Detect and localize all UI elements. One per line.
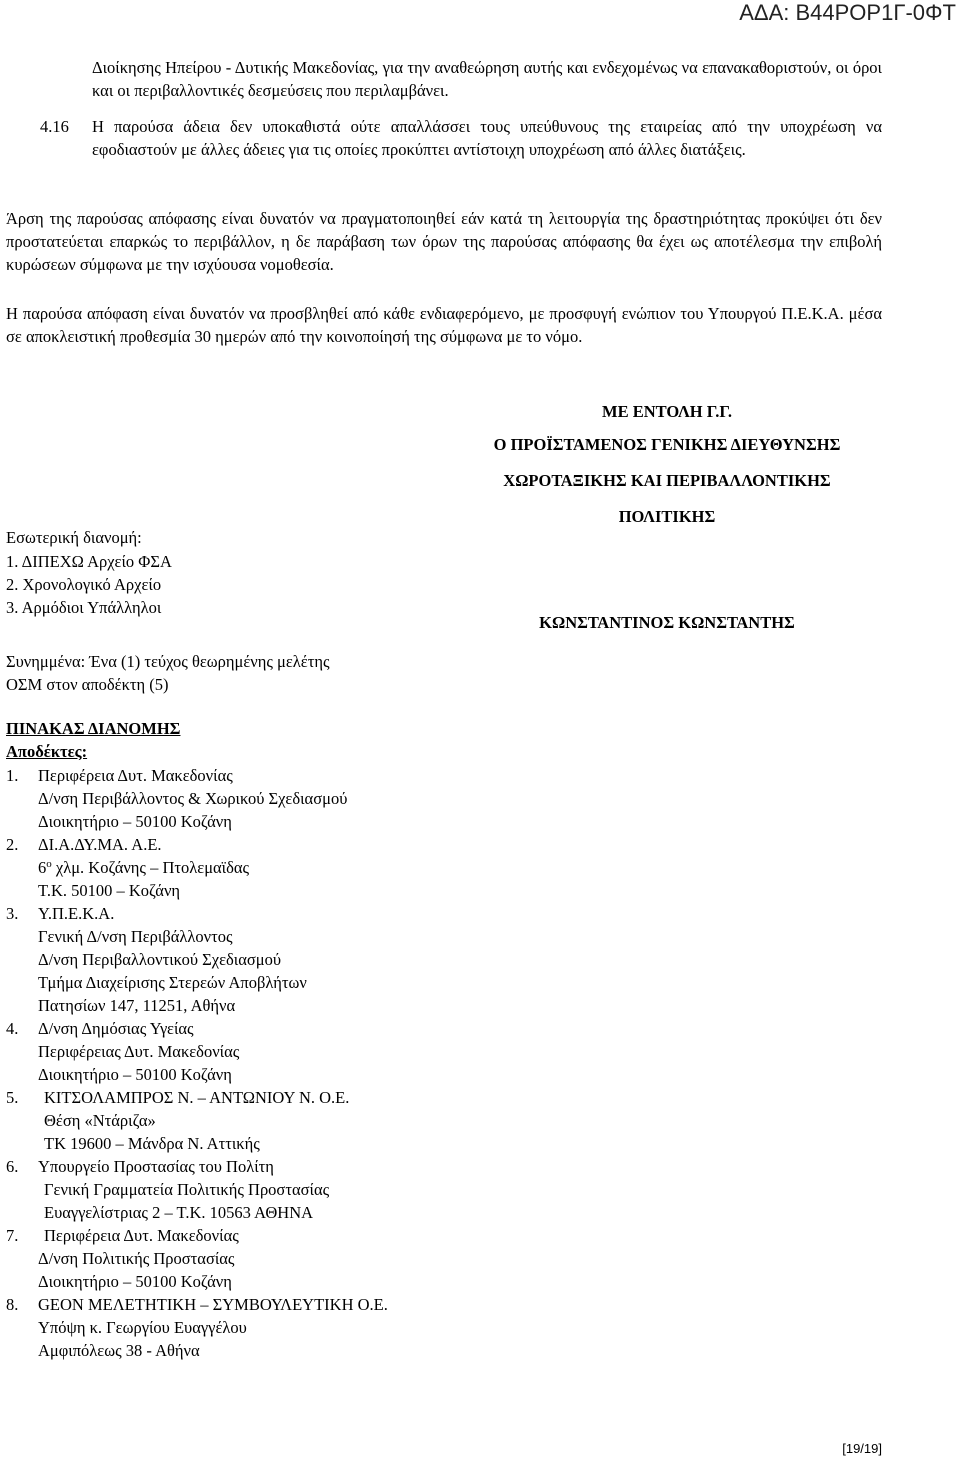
recipient-line: Περιφέρεια Δυτ. Μακεδονίας xyxy=(44,1226,239,1245)
recipient-line: GEON ΜΕΛΕΤΗΤΙΚΗ – ΣΥΜΒΟΥΛΕΥΤΙΚΗ Ο.Ε. xyxy=(38,1295,388,1314)
recipient-item xyxy=(6,1293,886,1362)
clause-4-16 xyxy=(40,115,882,161)
attachments-line: ΟΣΜ στον αποδέκτη (5) xyxy=(6,675,169,694)
recipient-line: Περιφέρεια Δυτ. Μακεδονίας xyxy=(38,766,233,785)
continuation-paragraph: Διοίκησης Ηπείρου - Δυτικής Μακεδονίας, για την αναθεώρηση αυτής και ενδεχομένως να επανακαθοριστούν, οι όροι και οι περιβαλλοντικές δεσμεύσεις που περιλαμβάνει. xyxy=(92,58,882,100)
list-item: 2. Χρονολογικό Αρχείο xyxy=(6,575,162,594)
recipient-item xyxy=(6,1017,886,1086)
recipient-line: Διοικητήριο – 50100 Κοζάνη xyxy=(38,1065,232,1084)
recipient-line: Θέση «Ντάριζα» xyxy=(44,1111,156,1130)
recipient-line: Γενική Γραμματεία Πολιτικής Προστασίας xyxy=(44,1180,330,1199)
attachments-line: Συνημμένα: Ένα (1) τεύχος θεωρημένης μελέτης xyxy=(6,652,330,671)
recipient-line: ΤΚ 19600 – Μάνδρα Ν. Αττικής xyxy=(44,1134,260,1153)
recipient-line: Δ/νση Δημόσιας Υγείας xyxy=(38,1019,194,1038)
recipient-line: Τ.Κ. 50100 – Κοζάνη xyxy=(38,881,181,900)
recipient-item xyxy=(6,764,886,833)
recipient-number: 7. xyxy=(6,1226,19,1245)
ada-code: ΑΔΑ: Β44ΡΟΡ1Γ-0ΦΤ xyxy=(739,0,956,25)
km-ordinal: ο xyxy=(46,858,52,870)
signature-order: ΜΕ ΕΝΤΟΛΗ Γ.Γ. xyxy=(602,402,732,421)
recipient-number: 8. xyxy=(6,1295,19,1314)
recipient-line xyxy=(6,856,886,879)
recipient-item xyxy=(6,833,886,902)
recipient-line: ΚΙΤΣΟΛΑΜΠΡΟΣ Ν. – ΑΝΤΩΝΙΟΥ Ν. Ο.Ε. xyxy=(44,1088,350,1107)
recipient-number: 5. xyxy=(6,1088,19,1107)
signature-role-3: ΠΟΛΙΤΙΚΗΣ xyxy=(618,507,716,526)
internal-distribution-list xyxy=(6,550,172,619)
recipient-line: Ευαγγελίστριας 2 – Τ.Κ. 10563 ΑΘΗΝΑ xyxy=(44,1203,314,1222)
clause-text: Η παρούσα άδεια δεν υποκαθιστά ούτε απαλλάσσει τους υπεύθυνους της εταιρείας από την υποχρέωση να εφοδιαστούν με άλλες άδειες για τις οποίες προκύπτει αντίστοιχη υποχρέωση από άλλες διατάξεις. xyxy=(92,117,882,159)
paragraph-appeal: Η παρούσα απόφαση είναι δυνατόν να προσβληθεί από κάθε ενδιαφερόμενο, με προσφυγή ενώπιον του Υπουργού Π.Ε.Κ.Α. μέσα σε αποκλειστική προθεσμία 30 ημερών από την κοινοποίησή της σύμφωνα με το νόμο. xyxy=(6,304,882,346)
recipient-number: 2. xyxy=(6,835,19,854)
recipient-line: Περιφέρειας Δυτ. Μακεδονίας xyxy=(38,1042,240,1061)
recipient-line: Υ.Π.Ε.Κ.Α. xyxy=(38,904,115,923)
recipient-number: 4. xyxy=(6,1019,19,1038)
recipient-line: Υπόψη κ. Γεωργίου Ευαγγέλου xyxy=(38,1318,247,1337)
list-item: 3. Αρμόδιοι Υπάλληλοι xyxy=(6,598,162,617)
recipient-number: 1. xyxy=(6,766,19,785)
recipient-number: 3. xyxy=(6,904,19,923)
recipient-line: Υπουργείο Προστασίας του Πολίτη xyxy=(38,1157,274,1176)
page-number: [19/19] xyxy=(842,1441,882,1456)
recipients-label: Αποδέκτες: xyxy=(6,742,88,761)
recipient-line: Δ/νση Περιβαλλοντικού Σχεδιασμού xyxy=(38,950,282,969)
recipient-item xyxy=(6,902,886,1017)
recipient-item xyxy=(6,1155,886,1224)
signature-role-1: Ο ΠΡΟΪΣΤΑΜΕΝΟΣ ΓΕΝΙΚΗΣ ΔΙΕΥΘΥΝΣΗΣ xyxy=(493,435,841,454)
signature-role-2: ΧΩΡΟΤΑΞΙΚΗΣ ΚΑΙ ΠΕΡΙΒΑΛΛΟΝΤΙΚΗΣ xyxy=(503,471,831,490)
recipient-line: Διοικητήριο – 50100 Κοζάνη xyxy=(38,1272,232,1291)
recipient-line: Δ/νση Πολιτικής Προστασίας xyxy=(38,1249,235,1268)
recipient-line: Δ/νση Περιβάλλοντος & Χωρικού Σχεδιασμού xyxy=(38,789,348,808)
recipient-item xyxy=(6,1086,886,1155)
recipient-line: Πατησίων 147, 11251, Αθήνα xyxy=(38,996,236,1015)
recipient-item xyxy=(6,1224,886,1293)
recipient-number: 6. xyxy=(6,1157,19,1176)
recipient-line: ΔΙ.Α.ΔΥ.ΜΑ. Α.Ε. xyxy=(38,835,162,854)
recipient-line: Τμήμα Διαχείρισης Στερεών Αποβλήτων xyxy=(38,973,307,992)
signatory-name: ΚΩΝΣΤΑΝΤΙΝΟΣ ΚΩΝΣΤΑΝΤΗΣ xyxy=(539,613,795,632)
km-number: 6 xyxy=(38,858,47,877)
clause-number: 4.16 xyxy=(40,117,69,136)
internal-distribution-title: Εσωτερική διανομή: xyxy=(6,528,142,547)
recipient-line: Διοικητήριο – 50100 Κοζάνη xyxy=(38,812,232,831)
recipient-line: Γενική Δ/νση Περιβάλλοντος xyxy=(38,927,233,946)
recipient-line: Αμφιπόλεως 38 - Αθήνα xyxy=(38,1341,200,1360)
recipients-list xyxy=(6,764,886,1362)
attachments-note xyxy=(6,650,330,696)
distribution-table-title: ΠΙΝΑΚΑΣ ΔΙΑΝΟΜΗΣ xyxy=(6,719,181,738)
paragraph-revocation: Άρση της παρούσας απόφασης είναι δυνατόν να πραγματοποιηθεί εάν κατά τη λειτουργία της δραστηριότητας προκύψει ότι δεν προστατεύεται επαρκώς το περιβάλλον, η δε παράβαση των όρων της παρούσας απόφασης θα έχει ως αποτέλεσμα την επιβολή κυρώσεων σύμφωνα με την ισχύουσα νομοθεσία. xyxy=(6,209,882,274)
km-text: χλμ. Κοζάνης – Πτολεμαϊδας xyxy=(51,858,250,877)
list-item: 1. ΔΙΠΕΧΩ Αρχείο ΦΣΑ xyxy=(6,552,172,571)
